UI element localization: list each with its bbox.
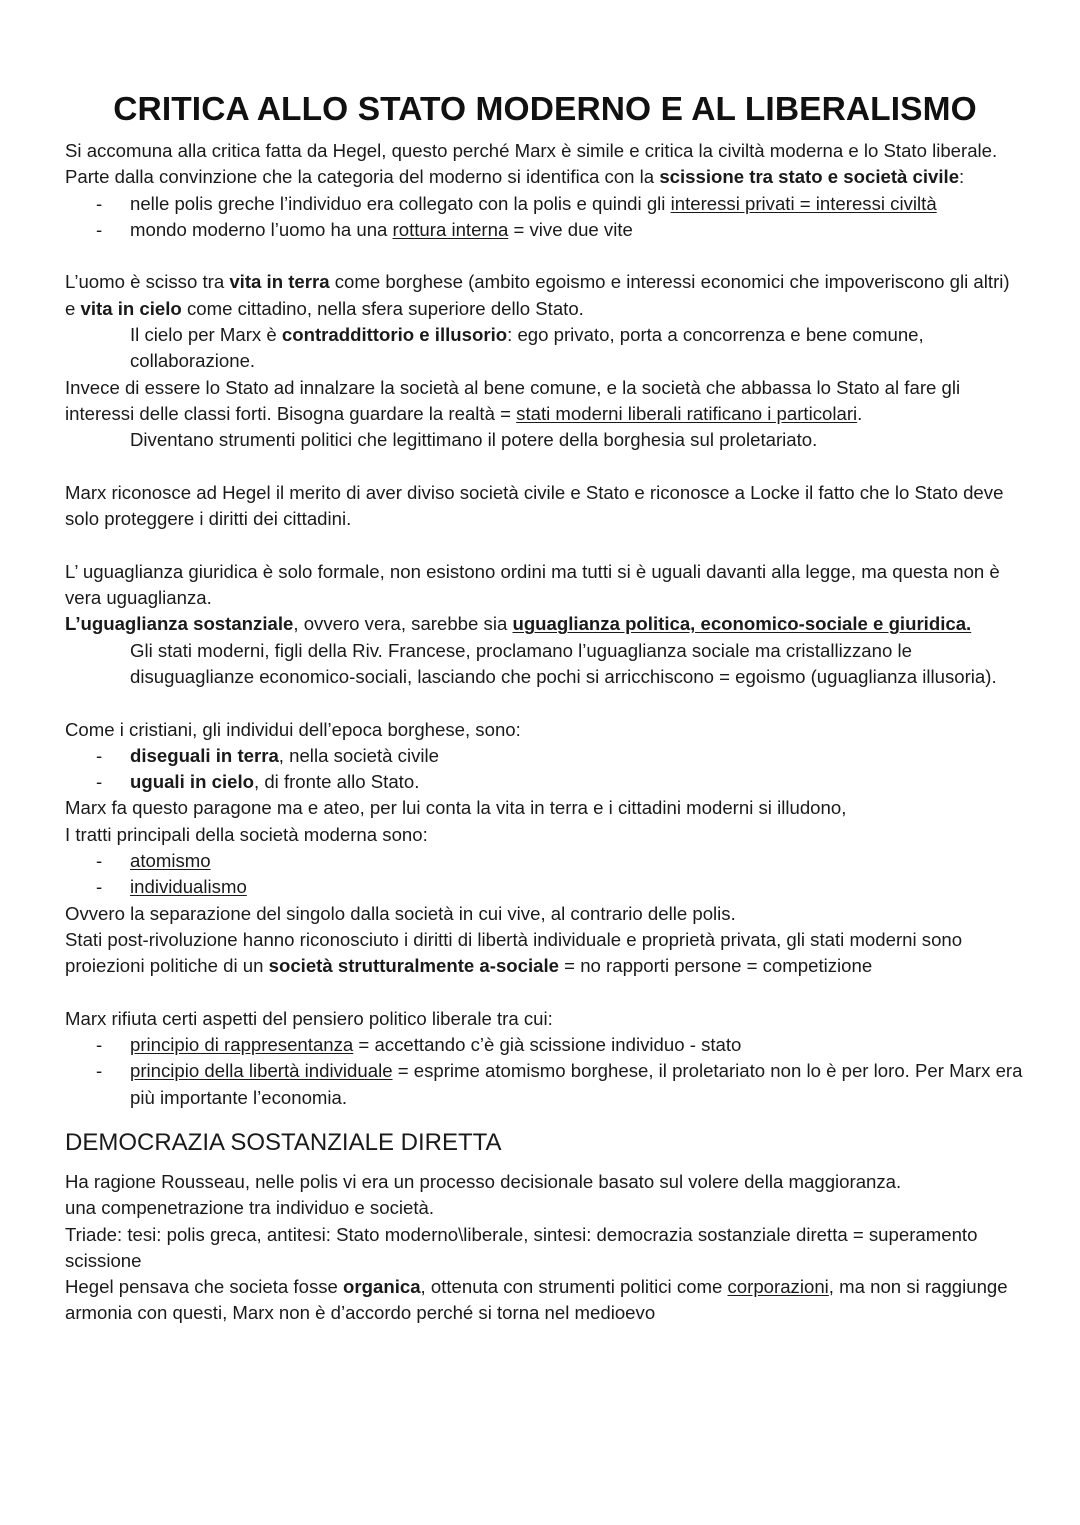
paragraph-rifiuta: Marx rifiuta certi aspetti del pensiero politico liberale tra cui: xyxy=(65,1007,553,1029)
list-item: - diseguali in terra, nella società civile xyxy=(65,743,1025,769)
paragraph-uguaglianza-sostanziale: L’uguaglianza sostanziale, ovvero vera, sarebbe sia uguaglianza politica, economico-sociale e giuridica. xyxy=(65,613,972,635)
list-item: - uguali in cielo, di fronte allo Stato. xyxy=(65,769,1025,795)
paragraph-post-rivoluzione: Stati post-rivoluzione hanno riconosciuto i diritti di libertà individuale e proprietà privata, gli stati moderni sono proiezioni politiche di un società strutturalmente a-sociale = no rapporti persone = competizione xyxy=(65,928,963,977)
list-terra-cielo xyxy=(65,743,1025,796)
paragraph-rousseau: Ha ragione Rousseau, nelle polis vi era un processo decisionale basato sul volere della maggioranza. xyxy=(65,1170,902,1192)
paragraph-triade: Triade: tesi: polis greca, antitesi: Stato moderno\liberale, sintesi: democrazia sostanziale diretta = superamento scissione xyxy=(65,1223,978,1271)
paragraph-cielo: Il cielo per Marx è contraddittorio e illusorio: ego privato, porta a concorrenza e bene comune, collaborazione. xyxy=(130,324,924,372)
paragraph-hegel-locke: Marx riconosce ad Hegel il merito di aver diviso società civile e Stato e riconosce a Locke il fatto che lo Stato deve solo proteggere i diritti dei cittadini. xyxy=(65,481,1004,530)
paragraph-stati-moderni: Gli stati moderni, figli della Riv. Francese, proclamano l’uguaglianza sociale ma cristallizzano le disuguaglianze economico-sociali, lasciando che pochi si arricchiscono = egoismo (uguaglianza illusoria). xyxy=(130,639,997,687)
document-title: CRITICA ALLO STATO MODERNO E AL LIBERALISMO xyxy=(113,91,977,128)
list-item: - individualismo xyxy=(65,874,1025,900)
list-principi xyxy=(65,1032,1025,1111)
list-tratti xyxy=(65,848,1025,901)
paragraph-paragone: Marx fa questo paragone ma e ateo, per lui conta la vita in terra e i cittadini moderni si illudono, xyxy=(65,797,847,819)
paragraph-compenetrazione: una compenetrazione tra individuo e società. xyxy=(65,1197,435,1219)
list-item: - nelle polis greche l’individuo era collegato con la polis e quindi gli interessi privati = interessi civiltà xyxy=(65,191,1025,217)
list-item: - principio di rappresentanza = accettando c’è già scissione individuo - stato xyxy=(65,1032,1025,1058)
paragraph-uguaglianza-giuridica: L’ uguaglianza giuridica è solo formale, non esistono ordini ma tutti si è uguali davanti alla legge, ma questa non è vera uguaglianza. xyxy=(65,560,1000,609)
list-item: - principio della libertà individuale = esprime atomismo borghese, il proletariato non lo è per loro. Per Marx era più importante l’economia. xyxy=(65,1058,1025,1111)
paragraph-intro: Si accomuna alla critica fatta da Hegel, questo perché Marx è simile e critica la civiltà moderna e lo Stato liberale. Parte dalla convinzione che la categoria del moderno si identifica con la scissione tra stato e società civile: xyxy=(65,140,998,188)
section-heading: DEMOCRAZIA SOSTANZIALE DIRETTA xyxy=(65,1128,502,1156)
document-page xyxy=(65,88,1025,1327)
paragraph-cristiani: Come i cristiani, gli individui dell’epoca borghese, sono: xyxy=(65,718,521,740)
paragraph-tratti: I tratti principali della società moderna sono: xyxy=(65,823,428,845)
paragraph-uomo-scisso: L’uomo è scisso tra vita in terra come borghese (ambito egoismo e interessi economici che impoveriscono gli altri) e vita in cielo come cittadino, nella sfera superiore dello Stato. xyxy=(65,271,1010,319)
paragraph-stato: Invece di essere lo Stato ad innalzare la società al bene comune, e la società che abbassa lo Stato al fare gli interessi delle classi forti. Bisogna guardare la realtà = stati moderni liberali ratificano i particolari. xyxy=(65,376,961,424)
list-item: - mondo moderno l’uomo ha una rottura interna = vive due vite xyxy=(65,217,1025,243)
list-item: - atomismo xyxy=(65,848,1025,874)
paragraph-hegel-organica: Hegel pensava che societa fosse organica, ottenuta con strumenti politici come corporazioni, ma non si raggiunge armonia con questi, Marx non è d’accordo perché si torna nel medioevo xyxy=(65,1276,1008,1324)
list-polis-vs-modern xyxy=(65,191,1025,244)
paragraph-strumenti: Diventano strumenti politici che legittimano il potere della borghesia sul proletariato. xyxy=(130,429,818,451)
paragraph-separazione: Ovvero la separazione del singolo dalla società in cui vive, al contrario delle polis. xyxy=(65,902,736,924)
